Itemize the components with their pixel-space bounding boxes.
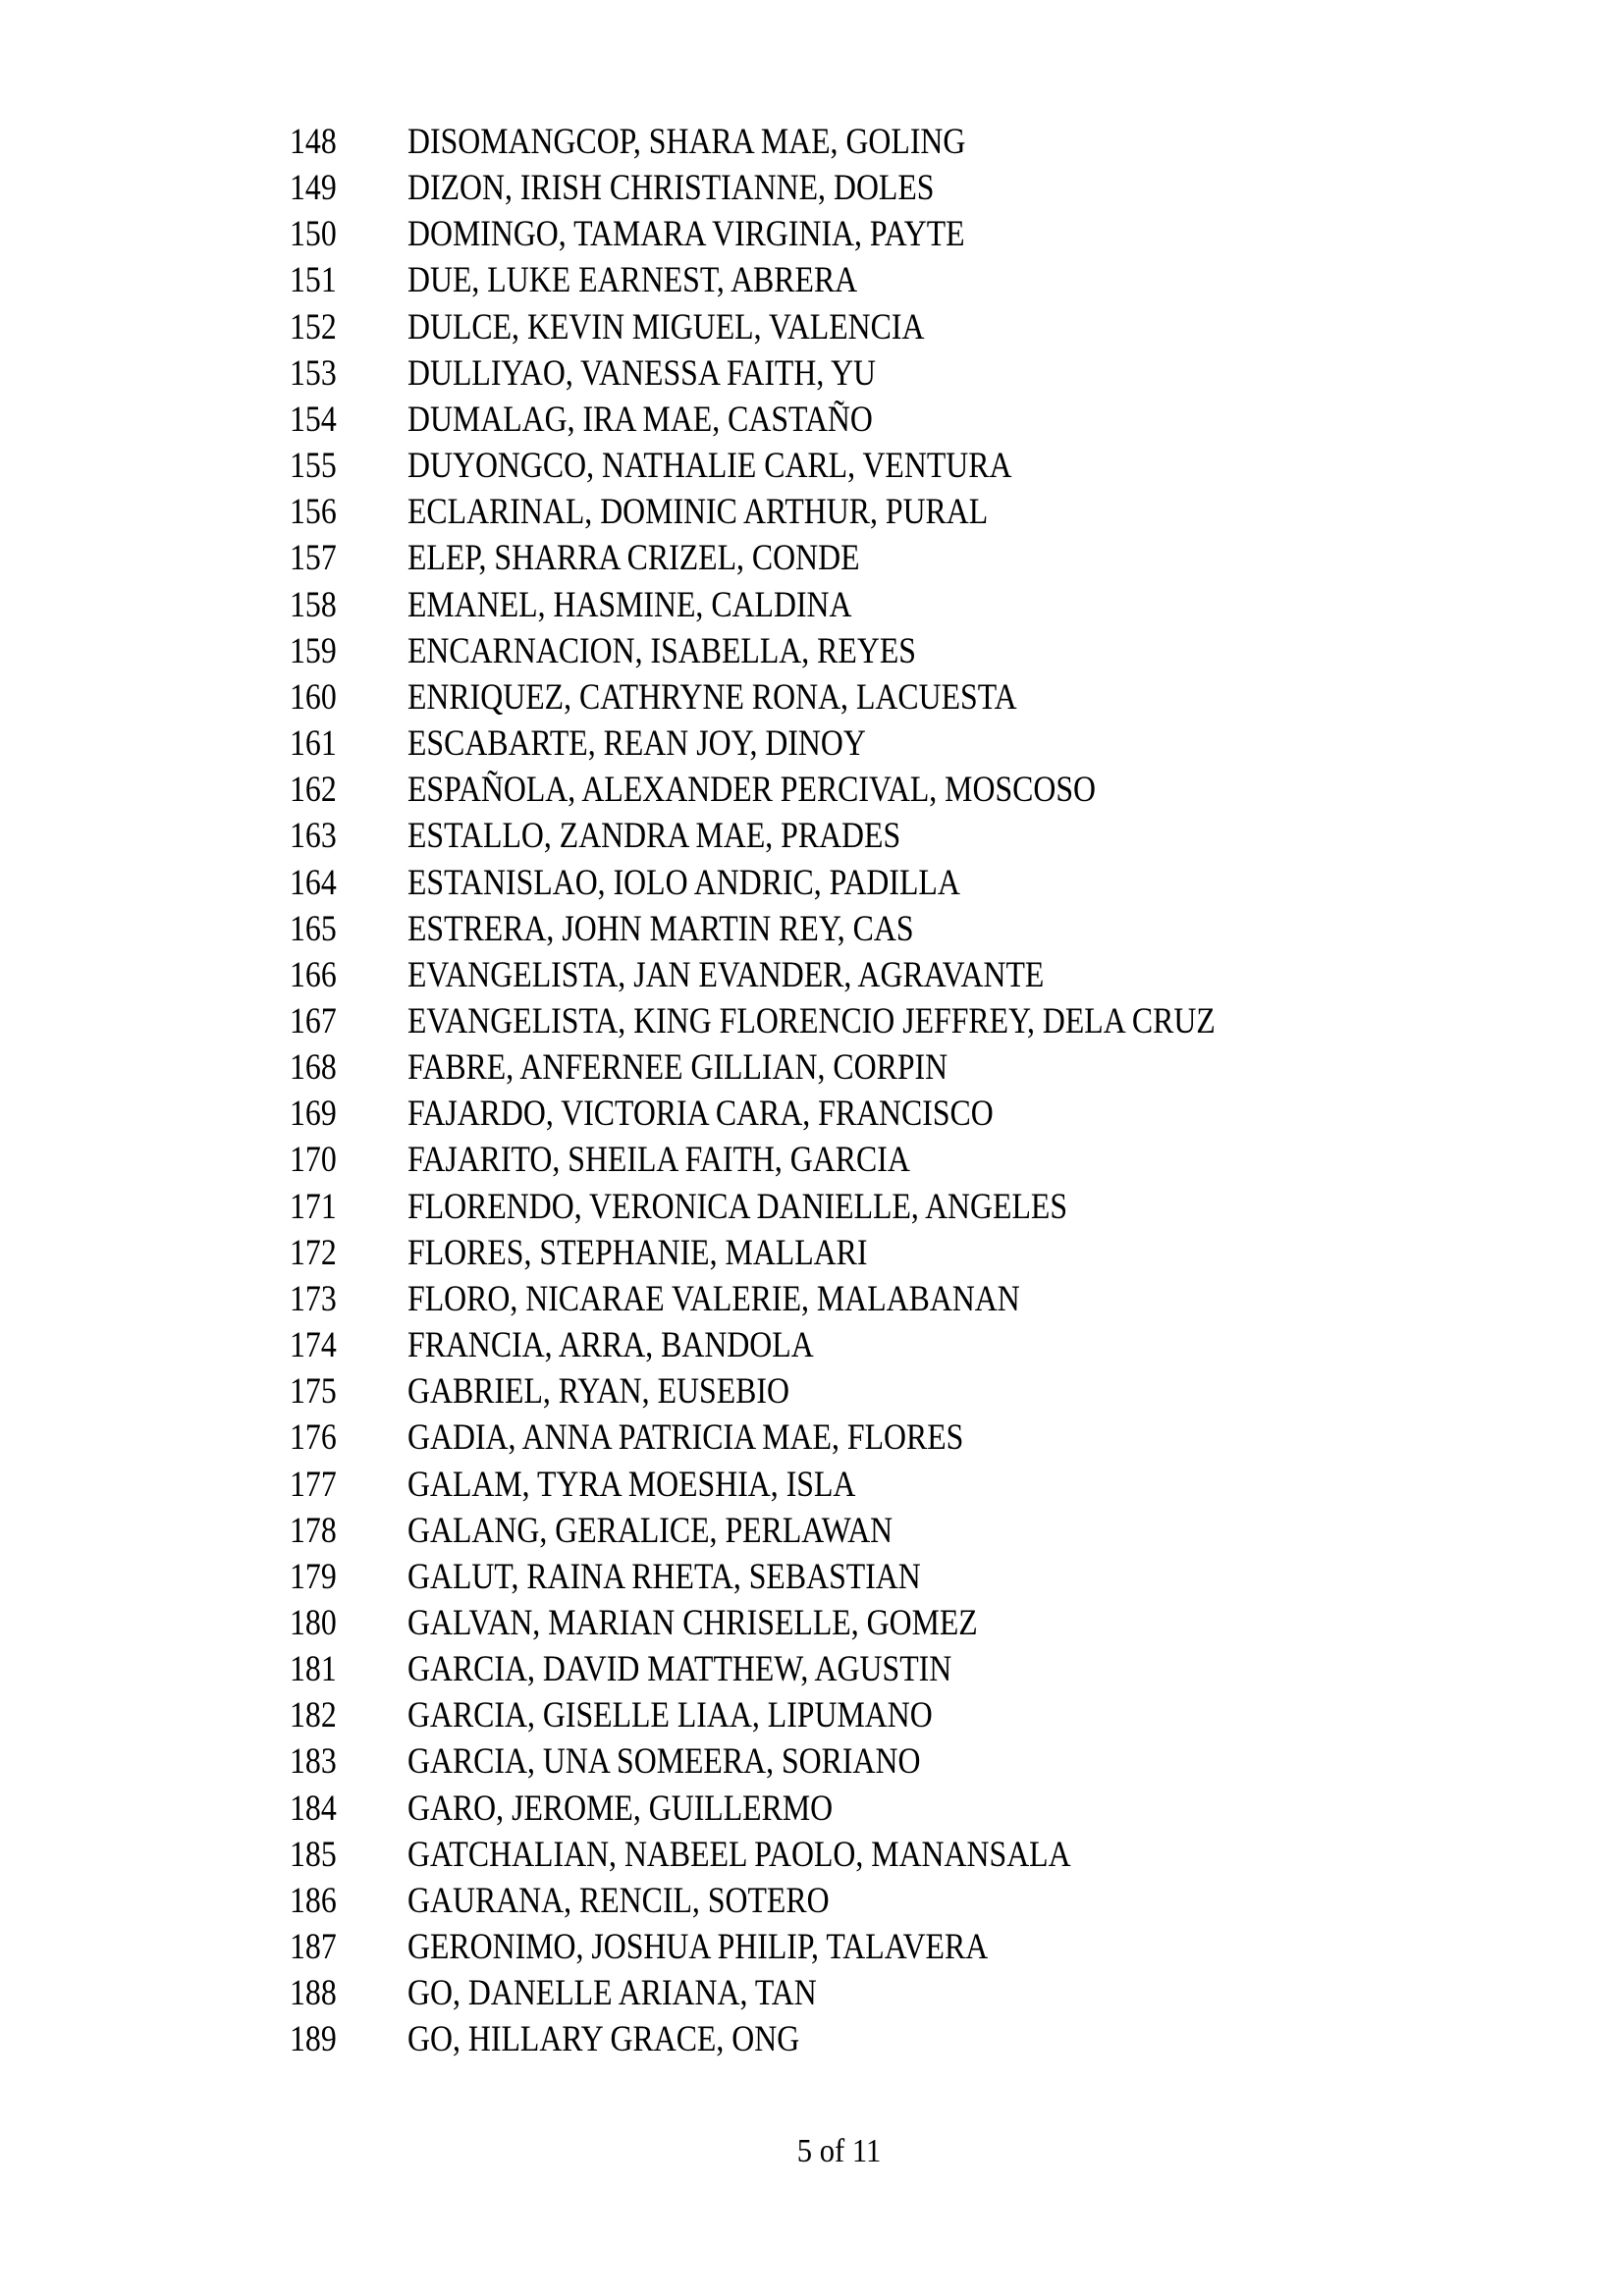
row-number: 189 (290, 2019, 337, 2060)
list-row (290, 1415, 1527, 1461)
row-number: 175 (290, 1371, 337, 1413)
row-name: DIZON, IRISH CHRISTIANNE, DOLES (407, 168, 935, 209)
row-number: 172 (290, 1232, 337, 1273)
row-number: 162 (290, 770, 337, 811)
row-name: FLORES, STEPHANIE, MALLARI (407, 1232, 868, 1273)
row-name: GATCHALIAN, NABEEL PAOLO, MANANSALA (407, 1834, 1071, 1875)
row-name: FAJARITO, SHEILA FAITH, GARCIA (407, 1140, 910, 1181)
row-number: 167 (290, 1000, 337, 1041)
row-number: 183 (290, 1741, 337, 1783)
row-name: DUMALAG, IRA MAE, CASTAÑO (407, 399, 873, 440)
row-number: 164 (290, 862, 337, 903)
row-name: ESPAÑOLA, ALEXANDER PERCIVAL, MOSCOSO (407, 770, 1097, 811)
row-name: EVANGELISTA, KING FLORENCIO JEFFREY, DELA CRUZ (407, 1000, 1216, 1041)
row-number: 177 (290, 1464, 337, 1505)
row-name: ECLARINAL, DOMINIC ARTHUR, PURAL (407, 492, 989, 533)
row-name: GABRIEL, RYAN, EUSEBIO (407, 1371, 789, 1413)
row-number: 185 (290, 1834, 337, 1875)
row-name: EMANEL, HASMINE, CALDINA (407, 584, 852, 625)
row-name: GALAM, TYRA MOESHIA, ISLA (407, 1464, 856, 1505)
row-number: 156 (290, 492, 337, 533)
row-number: 151 (290, 260, 337, 301)
row-number: 173 (290, 1278, 337, 1319)
row-name: FABRE, ANFERNEE GILLIAN, CORPIN (407, 1047, 948, 1089)
examinee-list (290, 119, 1527, 2063)
row-number: 159 (290, 630, 337, 671)
row-name: GARCIA, GISELLE LIAA, LIPUMANO (407, 1695, 933, 1736)
row-number: 176 (290, 1417, 337, 1459)
list-row (290, 1554, 1527, 1600)
list-row (290, 1600, 1527, 1646)
row-number: 171 (290, 1186, 337, 1227)
list-row (290, 1184, 1527, 1230)
list-row (290, 257, 1527, 303)
row-number: 170 (290, 1140, 337, 1181)
list-row (290, 906, 1527, 952)
list-row (290, 1970, 1527, 2016)
list-row (290, 1738, 1527, 1785)
list-row (290, 2016, 1527, 2062)
row-number: 168 (290, 1047, 337, 1089)
row-name: GARCIA, UNA SOMEERA, SORIANO (407, 1741, 921, 1783)
row-name: ELEP, SHARRA CRIZEL, CONDE (407, 538, 860, 579)
row-name: GALANG, GERALICE, PERLAWAN (407, 1510, 893, 1551)
list-row (290, 860, 1527, 906)
row-name: GO, DANELLE ARIANA, TAN (407, 1973, 817, 2014)
list-row (290, 119, 1527, 165)
list-row (290, 628, 1527, 674)
row-name: ESCABARTE, REAN JOY, DINOY (407, 723, 866, 765)
list-row (290, 1091, 1527, 1137)
row-number: 187 (290, 1927, 337, 1968)
list-row (290, 721, 1527, 767)
row-name: EVANGELISTA, JAN EVANDER, AGRAVANTE (407, 954, 1045, 995)
row-number: 148 (290, 122, 337, 162)
row-number: 152 (290, 306, 337, 347)
row-name: ESTRERA, JOHN MARTIN REY, CAS (407, 908, 914, 949)
row-name: GARCIA, DAVID MATTHEW, AGUSTIN (407, 1649, 952, 1690)
list-row (290, 1276, 1527, 1322)
list-row (290, 165, 1527, 211)
row-number: 184 (290, 1788, 337, 1829)
list-row (290, 1044, 1527, 1091)
list-row (290, 998, 1527, 1044)
row-number: 188 (290, 1973, 337, 2014)
row-name: ENRIQUEZ, CATHRYNE RONA, LACUESTA (407, 676, 1017, 718)
row-number: 149 (290, 168, 337, 209)
row-name: FLORO, NICARAE VALERIE, MALABANAN (407, 1278, 1020, 1319)
list-row (290, 1646, 1527, 1692)
list-row (290, 1368, 1527, 1415)
row-name: ENCARNACION, ISABELLA, REYES (407, 630, 916, 671)
list-row (290, 1322, 1527, 1368)
list-row (290, 813, 1527, 859)
list-row (290, 1832, 1527, 1878)
row-name: DISOMANGCOP, SHARA MAE, GOLING (407, 122, 966, 162)
row-number: 180 (290, 1603, 337, 1643)
row-name: GARO, JEROME, GUILLERMO (407, 1788, 834, 1829)
row-number: 179 (290, 1556, 337, 1597)
row-name: GERONIMO, JOSHUA PHILIP, TALAVERA (407, 1927, 989, 1968)
list-row (290, 582, 1527, 628)
row-number: 169 (290, 1094, 337, 1135)
list-row (290, 1692, 1527, 1738)
row-name: FRANCIA, ARRA, BANDOLA (407, 1325, 814, 1366)
row-name: ESTALLO, ZANDRA MAE, PRADES (407, 816, 901, 857)
list-row (290, 211, 1527, 257)
row-number: 178 (290, 1510, 337, 1551)
row-name: ESTANISLAO, IOLO ANDRIC, PADILLA (407, 862, 960, 903)
row-name: DOMINGO, TAMARA VIRGINIA, PAYTE (407, 214, 965, 255)
row-number: 158 (290, 584, 337, 625)
row-name: GO, HILLARY GRACE, ONG (407, 2019, 800, 2060)
list-row (290, 1462, 1527, 1508)
list-row (290, 1878, 1527, 1924)
list-row (290, 1137, 1527, 1183)
list-row (290, 1786, 1527, 1832)
row-number: 165 (290, 908, 337, 949)
list-row (290, 952, 1527, 998)
list-row (290, 1508, 1527, 1554)
row-name: DUE, LUKE EARNEST, ABRERA (407, 260, 858, 301)
list-row (290, 674, 1527, 721)
list-row (290, 1924, 1527, 1970)
list-row (290, 443, 1527, 489)
row-number: 153 (290, 352, 337, 394)
list-row (290, 767, 1527, 813)
row-name: DULCE, KEVIN MIGUEL, VALENCIA (407, 306, 925, 347)
row-number: 155 (290, 446, 337, 487)
row-number: 181 (290, 1649, 337, 1690)
list-row (290, 1230, 1527, 1276)
page-number (27, 2132, 1624, 2171)
row-name: FLORENDO, VERONICA DANIELLE, ANGELES (407, 1186, 1068, 1227)
list-row (290, 535, 1527, 581)
row-name: GALUT, RAINA RHETA, SEBASTIAN (407, 1556, 921, 1597)
row-name: FAJARDO, VICTORIA CARA, FRANCISCO (407, 1094, 994, 1135)
row-name: DULLIYAO, VANESSA FAITH, YU (407, 352, 877, 394)
row-name: GAURANA, RENCIL, SOTERO (407, 1880, 830, 1921)
row-name: GALVAN, MARIAN CHRISELLE, GOMEZ (407, 1603, 978, 1643)
list-row (290, 489, 1527, 535)
list-row (290, 304, 1527, 350)
row-number: 186 (290, 1880, 337, 1921)
row-number: 161 (290, 723, 337, 765)
page-number-label: 5 of 11 (797, 2133, 882, 2169)
row-name: DUYONGCO, NATHALIE CARL, VENTURA (407, 446, 1012, 487)
row-number: 154 (290, 399, 337, 440)
row-number: 157 (290, 538, 337, 579)
row-number: 150 (290, 214, 337, 255)
row-number: 166 (290, 954, 337, 995)
row-number: 160 (290, 676, 337, 718)
row-number: 182 (290, 1695, 337, 1736)
row-number: 174 (290, 1325, 337, 1366)
row-name: GADIA, ANNA PATRICIA MAE, FLORES (407, 1417, 964, 1459)
list-row (290, 397, 1527, 443)
list-row (290, 350, 1527, 397)
row-number: 163 (290, 816, 337, 857)
